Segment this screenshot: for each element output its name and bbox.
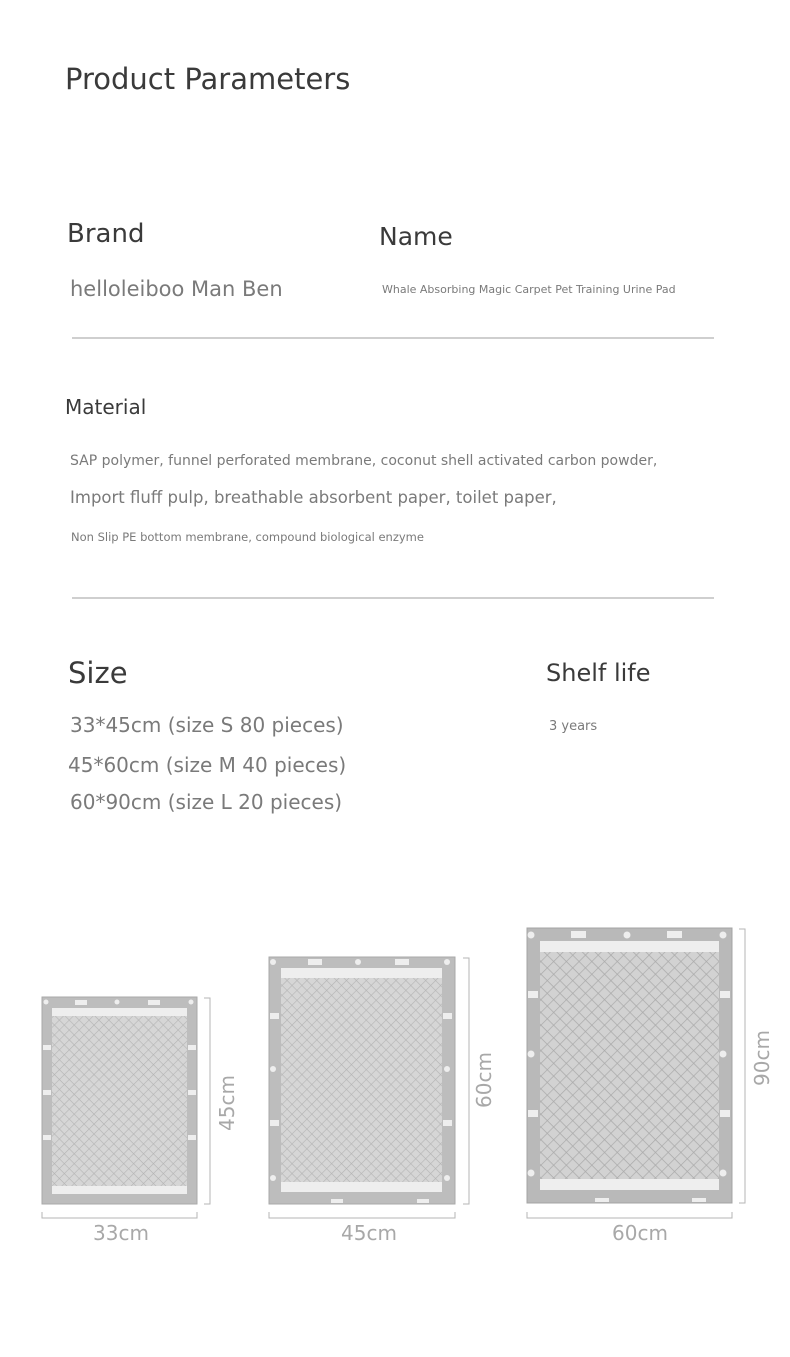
name-value: Whale Absorbing Magic Carpet Pet Training Urine Pad bbox=[382, 283, 676, 296]
pad-large-height-label: 90cm bbox=[750, 1030, 774, 1086]
size-line: 33*45cm (size S 80 pieces) bbox=[70, 713, 344, 737]
material-label: Material bbox=[65, 395, 147, 419]
pad-small-width-label: 33cm bbox=[93, 1221, 149, 1245]
pad-small bbox=[42, 997, 210, 1218]
size-label: Size bbox=[68, 656, 128, 690]
size-line: 60*90cm (size L 20 pieces) bbox=[70, 790, 343, 814]
material-line: Import fluff pulp, breathable absorbent paper, toilet paper, bbox=[70, 488, 557, 507]
name-label: Name bbox=[379, 222, 453, 251]
brand-label: Brand bbox=[67, 219, 145, 249]
pad-small-height-label: 45cm bbox=[215, 1075, 239, 1131]
material-line: Non Slip PE bottom membrane, compound biological enzyme bbox=[71, 530, 424, 544]
pad-large bbox=[527, 928, 745, 1218]
pad-medium bbox=[269, 957, 469, 1218]
shelf-life-value: 3 years bbox=[549, 719, 598, 734]
pad-large-width-label: 60cm bbox=[612, 1221, 668, 1245]
pad-medium-width-label: 45cm bbox=[341, 1221, 397, 1245]
size-line: 45*60cm (size M 40 pieces) bbox=[68, 753, 347, 777]
brand-value: helloleiboo Man Ben bbox=[70, 277, 283, 301]
pad-medium-height-label: 60cm bbox=[472, 1052, 496, 1108]
page-title: Product Parameters bbox=[65, 62, 351, 96]
shelf-life-label: Shelf life bbox=[546, 659, 651, 687]
material-line: SAP polymer, funnel perforated membrane, coconut shell activated carbon powder, bbox=[70, 453, 658, 469]
